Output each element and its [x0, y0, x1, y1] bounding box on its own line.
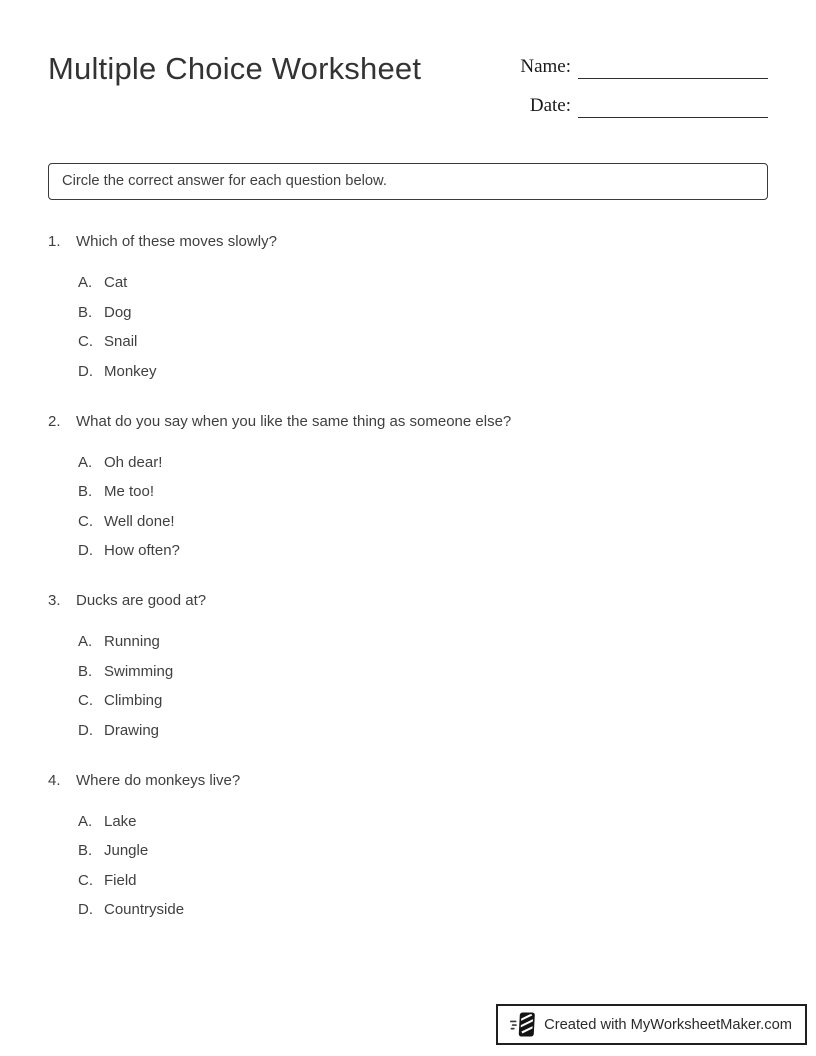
option-row [78, 303, 768, 323]
options-list [78, 453, 768, 562]
option-row [78, 900, 768, 920]
name-input-line[interactable] [578, 59, 768, 79]
option-text: Field [104, 871, 137, 889]
question-text: Which of these moves slowly? [76, 233, 277, 250]
option-letter: A. [78, 274, 93, 291]
option-letter: D. [78, 901, 93, 918]
option-letter: B. [78, 842, 93, 859]
worksheet-header [48, 50, 768, 130]
question-block [48, 412, 768, 562]
option-row [78, 691, 768, 711]
question-row [48, 591, 768, 611]
option-letter: A. [78, 453, 93, 471]
option-row [78, 541, 768, 561]
date-input-line[interactable] [578, 98, 768, 118]
date-field-row [520, 91, 768, 117]
option-text: Snail [104, 333, 138, 350]
option-text: Oh dear! [104, 453, 163, 471]
date-label: Date: [529, 95, 571, 116]
option-text: Monkey [104, 362, 157, 380]
question-number: 2. [48, 412, 61, 430]
option-letter: B. [78, 303, 93, 321]
question-text: What do you say when you like the same thing as someone else? [76, 412, 512, 430]
option-letter: C. [78, 871, 93, 889]
option-letter: A. [78, 633, 93, 650]
questions-list [48, 232, 768, 920]
options-list [78, 632, 768, 741]
option-text: Climbing [104, 692, 163, 709]
option-letter: C. [78, 512, 93, 530]
option-text: Lake [104, 812, 137, 830]
question-block [48, 232, 768, 382]
question-text: Ducks are good at? [76, 592, 207, 609]
option-letter: D. [78, 362, 93, 380]
worksheet-maker-logo-icon [510, 1011, 535, 1038]
option-letter: C. [78, 333, 93, 350]
option-letter: D. [78, 721, 93, 739]
option-text: Drawing [104, 721, 160, 739]
name-date-fields [520, 50, 768, 130]
page-title: Multiple Choice Worksheet [48, 51, 422, 86]
option-letter: B. [78, 483, 93, 500]
option-row [78, 453, 768, 473]
options-list [78, 812, 768, 921]
question-row [48, 771, 768, 791]
instructions-text: Circle the correct answer for each question below. [62, 173, 387, 189]
option-row [78, 841, 768, 861]
question-number: 4. [48, 771, 61, 789]
question-number: 1. [48, 233, 61, 250]
option-text: Swimming [104, 662, 174, 680]
option-letter: B. [78, 662, 93, 680]
question-row [48, 412, 768, 432]
option-text: Running [104, 633, 160, 650]
question-block [48, 591, 768, 741]
option-letter: D. [78, 542, 93, 559]
option-row [78, 662, 768, 682]
footer-badge[interactable] [496, 1004, 807, 1045]
option-text: Countryside [104, 901, 185, 918]
option-row [78, 871, 768, 891]
question-number: 3. [48, 592, 61, 609]
option-text: Well done! [104, 512, 175, 530]
question-row [48, 232, 768, 252]
name-field-row [520, 52, 768, 78]
option-text: How often? [104, 542, 180, 559]
option-text: Cat [104, 274, 128, 291]
option-row [78, 362, 768, 382]
option-letter: C. [78, 692, 93, 709]
option-row [78, 482, 768, 502]
option-row [78, 512, 768, 532]
footer-text: Created with MyWorksheetMaker.com [544, 1016, 792, 1033]
option-row [78, 273, 768, 293]
option-row [78, 721, 768, 741]
options-list [78, 273, 768, 382]
option-text: Jungle [104, 842, 149, 859]
name-label: Name: [520, 56, 571, 77]
option-row [78, 632, 768, 652]
option-text: Me too! [104, 483, 155, 500]
option-row [78, 332, 768, 352]
instructions-box [48, 163, 768, 200]
option-text: Dog [104, 303, 132, 321]
option-letter: A. [78, 812, 93, 830]
question-text: Where do monkeys live? [76, 771, 241, 789]
question-block [48, 771, 768, 921]
option-row [78, 812, 768, 832]
